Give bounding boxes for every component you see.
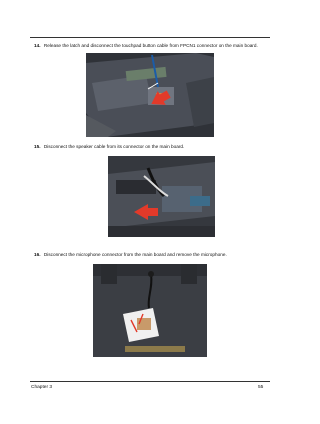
step-14-photo — [86, 53, 214, 137]
footer-rule — [30, 381, 270, 382]
step-number: 16. — [34, 252, 41, 257]
step-text: Disconnect the microphone connector from the main board and remove the microphone. — [43, 252, 227, 257]
header-rule — [30, 37, 270, 38]
speaker-cable-illustration — [108, 156, 215, 237]
step-number: 15. — [34, 144, 41, 149]
laptop-touchpad-illustration — [86, 53, 214, 137]
step-text: Disconnect the speaker cable from its connector on the main board. — [43, 144, 185, 149]
step-14-instruction — [34, 43, 274, 49]
step-16-photo — [93, 264, 207, 357]
step-16-instruction — [34, 252, 274, 258]
footer-page-number: 55 — [258, 385, 264, 390]
step-text: Release the latch and disconnect the touchpad button cable from FPCN1 connector on the main board. — [43, 43, 258, 48]
step-number: 14. — [34, 43, 41, 48]
microphone-illustration — [93, 264, 207, 357]
step-15-photo — [108, 156, 215, 237]
step-15-instruction — [34, 144, 274, 150]
footer-chapter: Chapter 3 — [31, 385, 53, 390]
